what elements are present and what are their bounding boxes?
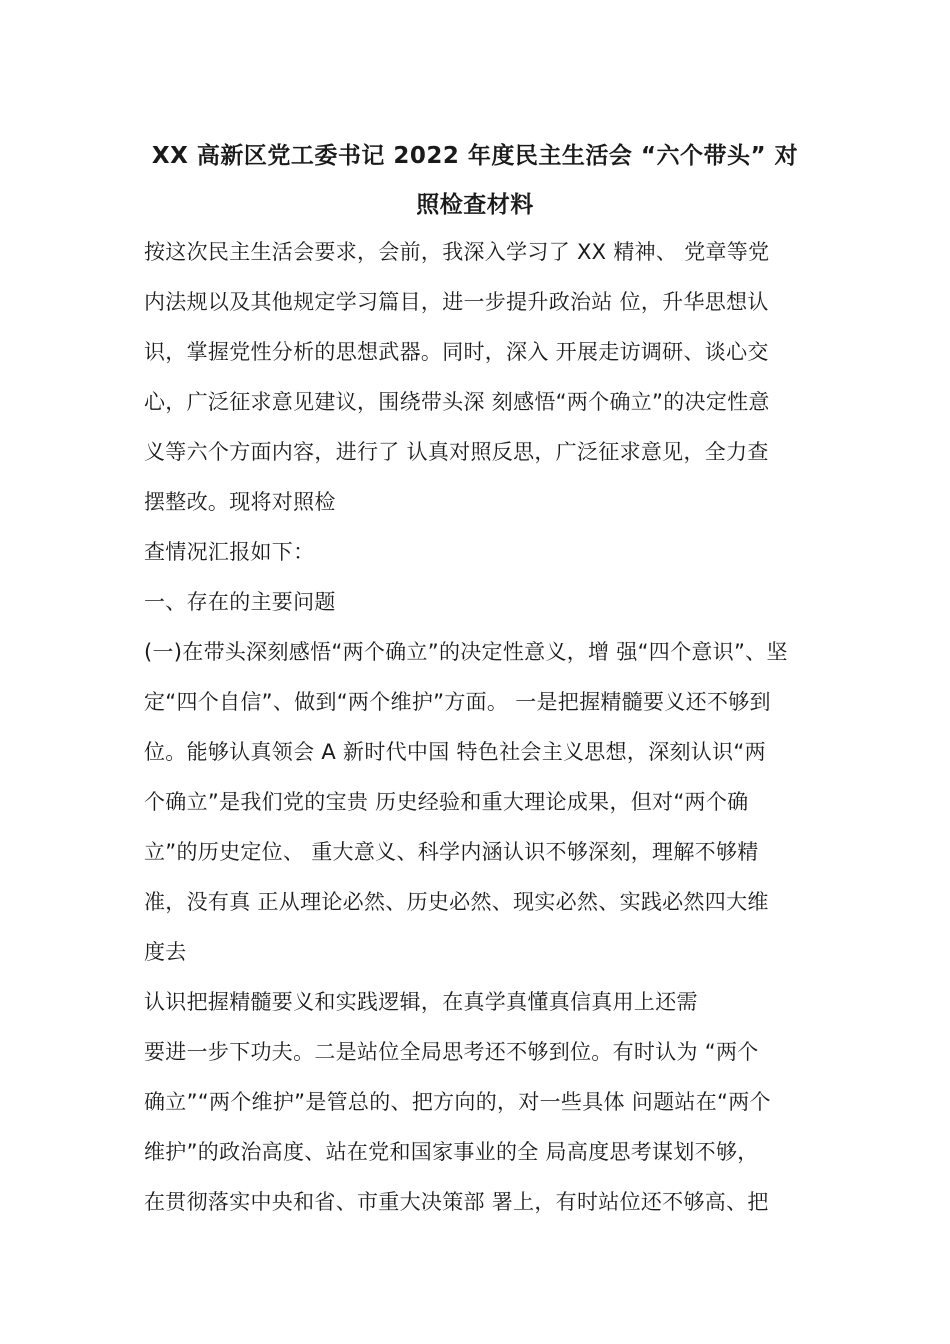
- body-line: 位。能够认真领会 A 新时代中国 特色社会主义思想，深刻认识“两: [144, 740, 766, 764]
- body-line: 认识把握精髓要义和实践逻辑，在真学真懂真信真用上还需: [144, 990, 698, 1014]
- document-title-line-2: 照检查材料: [416, 192, 534, 218]
- body-line: (一)在带头深刻感悟“两个确立”的决定性意义，增 强“四个意识”、坚: [144, 640, 788, 664]
- body-line: 立”的历史定位、 重大意义、科学内涵认识不够深刻，理解不够精: [144, 840, 759, 864]
- body-line: 内法规以及其他规定学习篇目，进一步提升政治站 位，升华思想认: [144, 290, 769, 314]
- section-heading: 一、存在的主要问题: [144, 590, 336, 614]
- body-line: 摆整改。现将对照检: [144, 490, 336, 514]
- body-line: 在贯彻落实中央和省、市重大决策部 署上，有时站位还不够高、把: [144, 1190, 769, 1214]
- body-line: 查情况汇报如下：: [144, 540, 315, 564]
- body-line: 要进一步下功夫。二是站位全局思考还不够到位。有时认为 “两个: [144, 1040, 759, 1064]
- document-title-line-1: XX 高新区党工委书记 2022 年度民主生活会 “六个带头” 对: [151, 143, 799, 169]
- body-line: 识，掌握党性分析的思想武器。同时，深入 开展走访调研、谈心交: [144, 340, 769, 364]
- body-line: 维护”的政治高度、站在党和国家事业的全 局高度思考谋划不够，: [144, 1140, 759, 1164]
- body-line: 心，广泛征求意见建议，围绕带头深 刻感悟“两个确立”的决定性意: [144, 390, 770, 414]
- body-line: 定“四个自信”、做到“两个维护”方面。 一是把握精髓要义还不够到: [144, 690, 771, 714]
- body-line: 个确立”是我们党的宝贵 历史经验和重大理论成果，但对“两个确: [144, 790, 749, 814]
- body-line: 准，没有真 正从理论必然、历史必然、现实必然、实践必然四大维: [144, 890, 769, 914]
- body-line: 度去: [144, 940, 187, 964]
- body-line: 确立”“两个维护”是管总的、把方向的，对一些具体 问题站在“两个: [144, 1090, 771, 1114]
- body-line: 按这次民主生活会要求，会前，我深入学习了 XX 精神、 党章等党: [144, 240, 770, 264]
- body-line: 义等六个方面内容，进行了 认真对照反思，广泛征求意见，全力查: [144, 440, 769, 464]
